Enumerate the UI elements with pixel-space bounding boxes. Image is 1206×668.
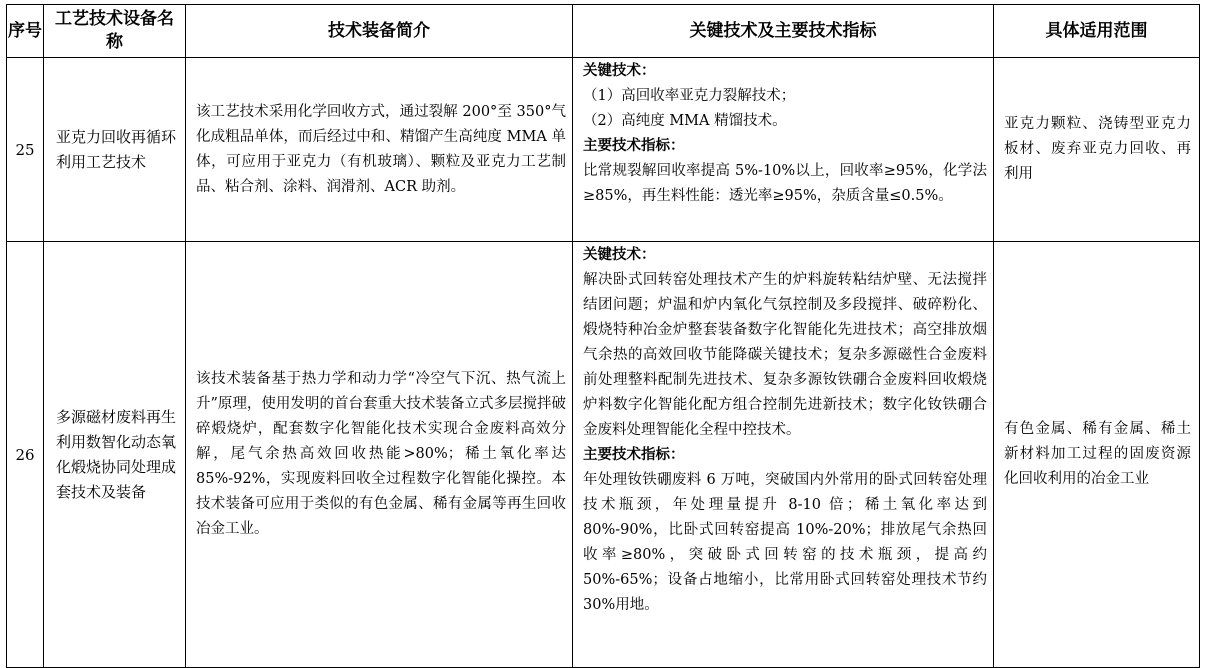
header-key: 关键技术及主要技术指标 [573,5,994,58]
table-row [7,58,1200,242]
row-number: 25 [7,58,44,242]
equipment-name: 亚克力回收再循环利用工艺技术 [44,58,186,242]
key-technology-title: 关键技术： [583,247,656,263]
table-row [7,242,1200,668]
equipment-intro: 该工艺技术采用化学回收方式，通过裂解 200°至 350°气化成粗品单体，而后经过中和、精馏产生高纯度 MMA 单体，可应用于亚克力（有机玻璃）、颗粒及亚克力工艺制品、粘合剂、涂料、润滑剂、ACR 助剂。 [186,58,573,242]
indicator-title: 主要技术指标： [583,138,685,154]
application-scope: 有色金属、稀有金属、稀土新材料加工过程的固废资源化回收利用的冶金工业 [994,242,1200,668]
header-name: 工艺技术设备名称 [44,5,186,58]
key-technology-item: （1）高回收率亚克力裂解技术； [583,88,796,104]
equipment-intro: 该技术装备基于热力学和动力学“冷空气下沉、热气流上升”原理，使用发明的首台套重大技术装备立式多层搅拌破碎煅烧炉，配套数字化智能化技术实现合金废料高效分解，尾气余热高效回收热能>80%；稀土氧化率达 85%-92%，实现废料回收全过程数字化智能化操控。本技术装备可应用于类似的有色金属、稀有金属等再生回收冶金工业。 [186,242,573,668]
process-table [6,4,1200,668]
row-number: 26 [7,242,44,668]
indicator-text: 年处理钕铁硼废料 6 万吨，突破国内外常用的卧式回转窑处理技术瓶颈，年处理量提升 8-10 倍；稀土氧化率达到 80%-90%，比卧式回转窑提高 10%-20%；排放尾气余热回收率≥80%，突破卧式回转窑的技术瓶颈，提高约 50%-65%；设备占地缩小，比常用卧式回转窑处理技术节约 30%用地。 [583,472,987,613]
header-no: 序号 [7,5,44,58]
key-technology-item: （2）高纯度 MMA 精馏技术。 [583,113,787,129]
indicator-title: 主要技术指标： [583,447,685,463]
application-scope: 亚克力颗粒、浇铸型亚克力板材、废弃亚克力回收、再利用 [994,58,1200,242]
indicator-text: 比常规裂解回收率提高 5%-10%以上，回收率≥95%，化学法≥85%，再生料性能：透光率≥95%，杂质含量≤0.5%。 [583,163,987,204]
equipment-name: 多源磁材废料再生利用数智化动态氧化煅烧协同处理成套技术及装备 [44,242,186,668]
header-intro: 技术装备简介 [186,5,573,58]
header-scope: 具体适用范围 [994,5,1200,58]
table-header-row [7,5,1200,58]
key-technology-text: 解决卧式回转窑处理技术产生的炉料旋转粘结炉壁、无法搅拌结团问题；炉温和炉内氧化气氛控制及多段搅拌、破碎粉化、煅烧特种冶金炉整套装备数字化智能化先进技术；高空排放烟气余热的高效回收节能降碳关键技术；复杂多源磁性合金废料前处理整料配制先进技术、复杂多源钕铁硼合金废料回收煅烧炉料数字化智能化配方组合控制先进新技术；数字化钕铁硼合金废料处理智能化全程中控技术。 [583,272,987,438]
key-technology-cell [573,58,994,242]
key-technology-title: 关键技术： [583,63,656,79]
key-technology-cell [573,242,994,668]
